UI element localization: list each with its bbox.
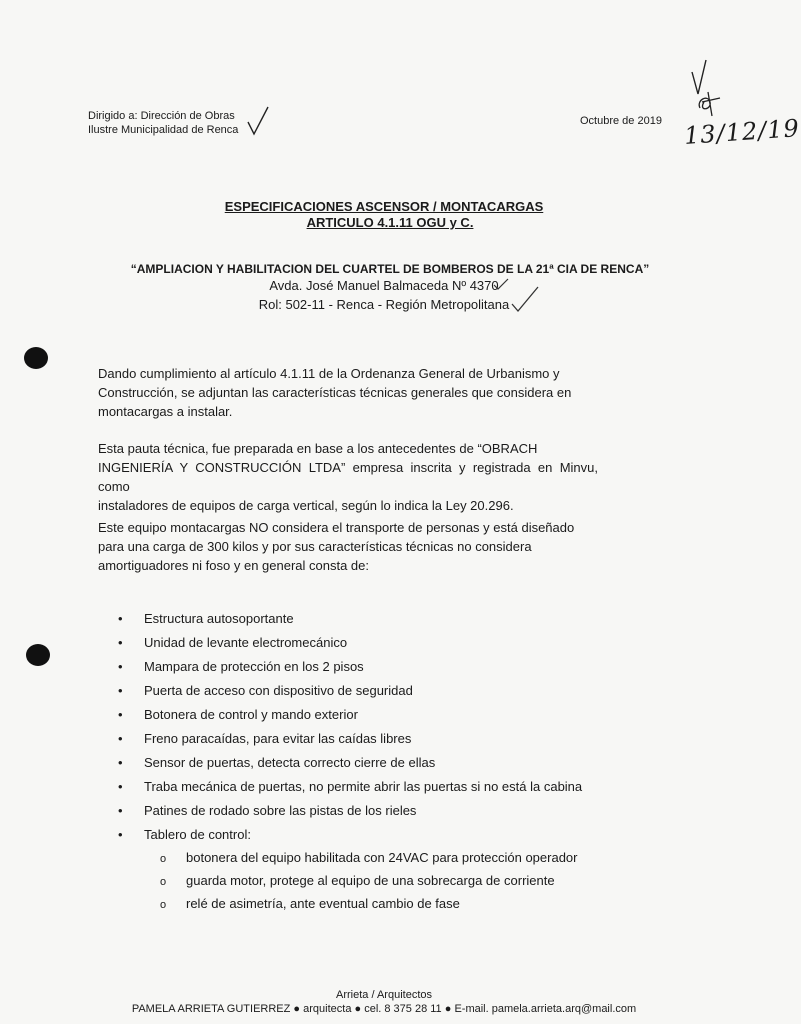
footer-firm: Arrieta / Arquitectos — [336, 989, 432, 1001]
list-item: • Sensor de puertas, detecta correcto cierre de ellas — [118, 751, 582, 775]
separator-dot-icon: ● — [293, 1003, 304, 1015]
bullet-icon: • — [118, 707, 123, 722]
sub-list-item: o relé de asimetría, ante eventual cambio de fase — [160, 892, 577, 915]
paragraph-line: para una carga de 300 kilos y por sus características técnicas no considera — [98, 539, 532, 554]
bullet-icon: • — [118, 779, 123, 794]
paragraph-source — [98, 439, 598, 515]
list-item: • Patines de rodado sobre las pistas de los rieles — [118, 799, 582, 823]
paragraph-line: Esta pauta técnica, fue preparada en base a los antecedentes de “OBRACH — [98, 441, 538, 456]
list-item: • Tablero de control: — [118, 823, 582, 847]
bullet-icon: • — [118, 731, 123, 746]
footer-email: E-mail. pamela.arrieta.arq@mail.com — [454, 1003, 637, 1015]
checkmark-icon — [246, 104, 270, 138]
footer-name: PAMELA ARRIETA GUTIERREZ — [131, 1003, 291, 1015]
paragraph-intro — [98, 364, 598, 421]
bullet-icon: • — [118, 611, 123, 626]
paragraph-equipment — [98, 518, 598, 575]
addressee-line-2: Ilustre Municipalidad de Renca — [88, 124, 239, 136]
paragraph-line: instaladores de equipos de carga vertical, según lo indica la Ley 20.296. — [98, 498, 514, 513]
document-title-line-2: ARTICULO 4.1.11 OGU y C. — [306, 215, 474, 230]
addressee — [88, 109, 238, 137]
punch-hole-mark — [24, 347, 48, 369]
list-item: • Estructura autosoportante — [118, 607, 582, 631]
bullet-icon: • — [118, 683, 123, 698]
bullet-icon: • — [118, 755, 123, 770]
list-item: • Mampara de protección en los 2 pisos — [118, 655, 582, 679]
project-address: Avda. José Manuel Balmaceda Nº 4370 — [269, 278, 499, 293]
circle-bullet-icon: o — [160, 876, 167, 888]
paragraph-line: Este equipo montacargas NO considera el transporte de personas y está diseñado — [98, 520, 575, 535]
handwritten-date: 13/12/19 — [683, 113, 801, 151]
punch-hole-mark — [26, 644, 50, 666]
circle-bullet-icon: o — [160, 853, 167, 865]
document-date: Octubre de 2019 — [580, 115, 662, 127]
circle-bullet-icon: o — [160, 899, 167, 911]
bullet-icon: • — [118, 659, 123, 674]
bullet-icon: • — [118, 635, 123, 650]
project-rol: Rol: 502-11 - Renca - Región Metropolitana — [258, 297, 510, 312]
footer-contact — [0, 1002, 768, 1016]
control-panel-sublist — [160, 846, 577, 915]
list-item: • Traba mecánica de puertas, no permite abrir las puertas si no está la cabina — [118, 775, 582, 799]
sub-list-item: o botonera del equipo habilitada con 24VAC para protección operador — [160, 846, 577, 869]
separator-dot-icon: ● — [354, 1003, 365, 1015]
feature-list — [118, 607, 582, 847]
checkmark-icon — [492, 277, 510, 291]
paragraph-line: INGENIERÍA Y CONSTRUCCIÓN LTDA” empresa inscrita y registrada en Minvu, como — [98, 460, 598, 494]
footer-role: arquitecta — [303, 1003, 352, 1015]
paragraph-line: Construcción, se adjuntan las características técnicas generales que considera en — [98, 385, 572, 400]
list-item: • Freno paracaídas, para evitar las caídas libres — [118, 727, 582, 751]
separator-dot-icon: ● — [444, 1003, 455, 1015]
document-title-line-1: ESPECIFICACIONES ASCENSOR / MONTACARGAS — [224, 199, 544, 214]
checkmark-icon — [510, 284, 540, 314]
addressee-line-1: Dirigido a: Dirección de Obras — [88, 110, 235, 122]
footer-phone: cel. 8 375 28 11 — [364, 1003, 442, 1015]
list-item: • Botonera de control y mando exterior — [118, 703, 582, 727]
paragraph-line: Dando cumplimiento al artículo 4.1.11 de la Ordenanza General de Urbanismo y — [98, 366, 560, 381]
sub-list-item: o guarda motor, protege al equipo de una sobrecarga de corriente — [160, 869, 577, 892]
paragraph-line: amortiguadores ni foso y en general consta de: — [98, 558, 370, 573]
list-item: • Unidad de levante electromecánico — [118, 631, 582, 655]
bullet-icon: • — [118, 803, 123, 818]
bullet-icon: • — [118, 827, 123, 842]
project-name: “AMPLIACION Y HABILITACION DEL CUARTEL DE BOMBEROS DE LA 21ª CIA DE RENCA” — [130, 262, 650, 276]
paragraph-line: montacargas a instalar. — [98, 404, 233, 419]
handwritten-initials-icon — [688, 58, 724, 120]
list-item: • Puerta de acceso con dispositivo de seguridad — [118, 679, 582, 703]
